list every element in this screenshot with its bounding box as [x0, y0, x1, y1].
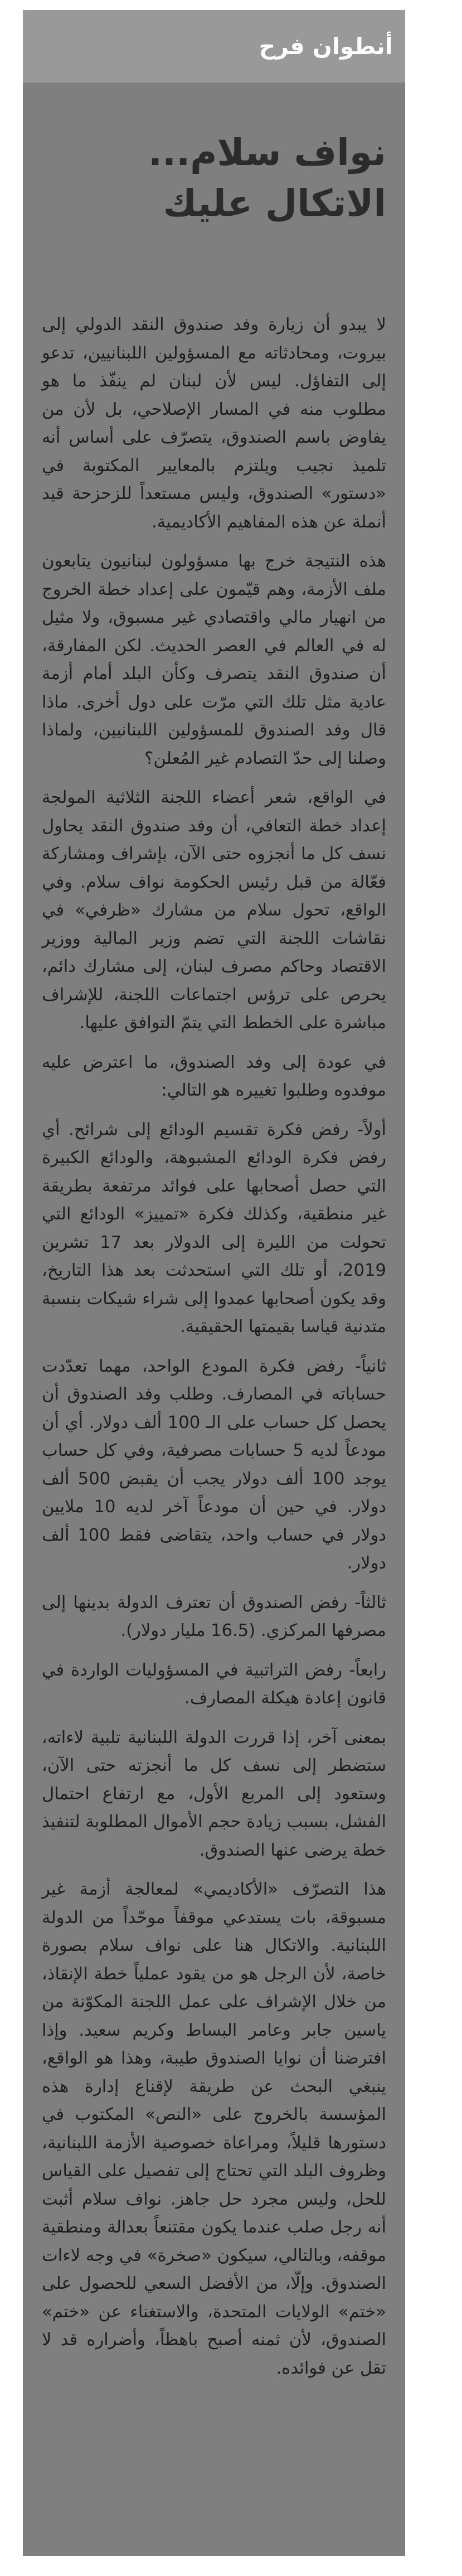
body-paragraph: أولاً- رفض فكرة تقسيم الودائع إلى شرائح. أي رفض فكرة الودائع المشبوهة، والودائع الكبيرة التي حصل أصحابها على فوائد مرتفعة بطريقة غير منطقية، وكذلك فكرة «تمييز» الودائع التي تحولت من الليرة إلى الدولار بعد 17 تشرين 2019، أو تلك التي استحدثت بعد هذا التاريخ، وقد يكون أصحابها عمدوا إلى شراء شيكات بنسبة متدنية قياسا بقيمتها الحقيقية.: [42, 1120, 387, 1337]
body-paragraph: هذه النتيجة خرج بها مسؤولون لبنانيون يتابعون ملف الأزمة، وهم قيّمون على إعداد خطة الخروج من انهيار مالي واقتصادي غير مسبوق، ولا مثيل له في العالم في العصر الحديث. لكن المفارقة، أن صندوق النقد يتصرف وكأن البلد أمام أزمة عادية مثل تلك التي مرّت على دول أخرى. ماذا قال وفد الصندوق للمسؤولين اللبنانيين، ولماذا وصلنا إلى حدّ التصادم غير المُعلن؟: [42, 551, 386, 768]
body-paragraph: ثانياً- رفض فكرة المودع الواحد، مهما تعدّدت حساباته في المصارف. وطلب وفد الصندوق أن يحصل كل حساب على الـ 100 ألف دولار. أي أن مودعاً لديه 5 حسابات مصرفية، وفي كل حساب يوجد 100 ألف دولار يجب أن يقبض 500 ألف دولار. في حين أن مودعاً آخر لديه 10 ملايين دولار في حساب واحد، يتقاضى فقط 100 ألف دولار.: [42, 1356, 387, 1573]
body-paragraph: في عودة إلى وفد الصندوق، ما اعترض عليه موفدوه وطلبوا تغييره هو التالي:: [42, 1052, 386, 1101]
article-body: [42, 311, 386, 2383]
headline-line-1: نواف سلام...: [148, 131, 386, 174]
body-paragraph: رابعاً- رفض التراتبية في المسؤوليات الواردة في قانون إعادة هيكلة المصارف.: [42, 1660, 386, 1708]
body-paragraph: بمعنى آخر، إذا قررت الدولة اللبنانية تلبية لاءاته، ستضطر إلى نسف كل ما أنجزته حتى الآن، وستعود إلى المربع الأول، مع ارتفاع احتمال الفشل، بسبب زيادة حجم الأموال المطلوبة لتنفيذ خطة يرضى عنها الصندوق.: [42, 1727, 386, 1860]
headline-line-2: الاتكال عليك: [163, 182, 386, 225]
article-headline: [42, 127, 386, 229]
body-paragraph: هذا التصرّف «الأكاديمي» لمعالجة أزمة غير مسبوقة، بات يستدعي موقفاً موحّداً من الدولة اللبنانية. والاتكال هنا على نواف سلام بصورة خاصة، لأن الرجل هو من يقود عملياً خطة الإنقاذ، من خلال الإشراف على عمل اللجنة المكوّنة من ياسين جابر وعامر البساط وكريم سعيد. وإذا افترضنا أن نوايا الصندوق طيبة، وهذا هو الواقع، ينبغي البحث عن طريقة لإقناع إدارة هذه المؤسسة بالخروج على «النص» المكتوب في دستورها قليلاً، ومراعاة خصوصية الأزمة اللبنانية، وظروف البلد التي تحتاج إلى تفصيل على القياس للحل، وليس مجرد حل جاهز. نواف سلام أثبت أنه رجل صلب عندما يكون مقتنعاً بعدالة ومنطقية موقفه، وبالتالي، سيكون «صخرة» في وجه لاءات الصندوق. وإلّا، من الأفضل السعي للحصول على «ختم» الولايات المتحدة، والاستغناء عن «ختم» الصندوق، لأن ثمنه أصبح باهظاً، وأضراره قد لا تقل عن فوائده.: [42, 1880, 386, 2378]
author-name: أنطوان فرح: [259, 32, 393, 60]
article-column: [23, 10, 405, 2556]
body-paragraph: لا يبدو أن زيارة وفد صندوق النقد الدولي إلى بيروت، ومحادثاته مع المسؤولين اللبنانيين، تدعو إلى التفاؤل. ليس لأن لبنان لم ينفّذ ما هو مطلوب منه في المسار الإصلاحي، بل لأن من يفاوض باسم الصندوق، يتصرّف على أساس أنه تلميذ نجيب ويلتزم بالمعايير المكتوبة في «دستور» الصندوق، وليس مستعداً للزحزحة قيد أنملة عن هذه المفاهيم الأكاديمية.: [42, 315, 386, 532]
author-banner: [23, 10, 405, 83]
body-paragraph: ثالثاً- رفض الصندوق أن تعترف الدولة بدينها إلى مصرفها المركزي. (16.5 مليار دولار).: [42, 1592, 386, 1641]
body-paragraph: في الواقع، شعر أعضاء اللجنة الثلاثية المولجة إعداد خطة التعافي، أن وفد صندوق النقد يحاول نسف كل ما أنجزوه حتى الآن، بإشراف ومشاركة فعّالة من قبل رئيس الحكومة نواف سلام. وفي الواقع، تحول سلام من مشارك «ظرفي» في نقاشات اللجنة التي تضم وزير المالية ووزير الاقتصاد وحاكم مصرف لبنان، إلى مشارك دائم، يحرص على ترؤس اجتماعات اللجنة، للإشراف مباشرة على الخطط التي يتمّ التوافق عليها.: [42, 788, 386, 1033]
